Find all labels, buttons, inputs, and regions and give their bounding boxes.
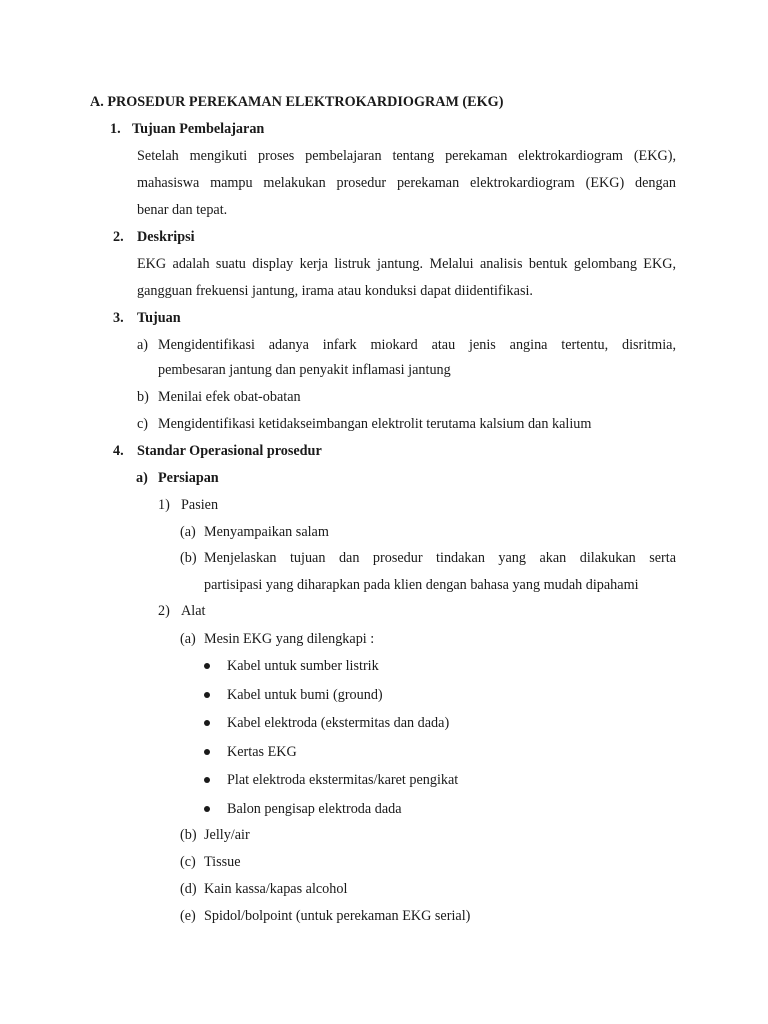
alat-item-c-marker: (c) bbox=[180, 854, 196, 870]
bullet-item-4: Kertas EKG bbox=[227, 744, 297, 760]
section-2-number: 2. bbox=[113, 229, 124, 245]
alat-item-d-text: Kain kassa/kapas alcohol bbox=[204, 881, 348, 897]
section-2-line-1: EKG adalah suatu display kerja listruk jantung. Melalui analisis bentuk gelombang EKG, bbox=[137, 256, 676, 272]
section-4-title: Standar Operasional prosedur bbox=[137, 443, 322, 459]
alat-marker: 2) bbox=[158, 603, 170, 619]
section-3-item-b-marker: b) bbox=[137, 389, 149, 405]
section-2-title: Deskripsi bbox=[137, 229, 195, 245]
bullet-dot-4 bbox=[204, 749, 210, 755]
section-1-line-1: Setelah mengikuti proses pembelajaran tentang perekaman elektrokardiogram (EKG), bbox=[137, 148, 676, 164]
section-3-item-b-text: Menilai efek obat-obatan bbox=[158, 389, 301, 405]
section-3-number: 3. bbox=[113, 310, 124, 326]
bullet-item-5: Plat elektroda ekstermitas/karet pengikat bbox=[227, 772, 459, 788]
persiapan-marker: a) bbox=[136, 470, 148, 486]
section-1-title: Tujuan Pembelajaran bbox=[132, 121, 265, 137]
alat-item-e-text: Spidol/bolpoint (untuk perekaman EKG serial) bbox=[204, 908, 471, 924]
alat-item-b-text: Jelly/air bbox=[204, 827, 250, 843]
bullet-item-3: Kabel elektroda (ekstermitas dan dada) bbox=[227, 715, 450, 731]
alat-item-c-text: Tissue bbox=[204, 854, 241, 870]
bullet-dot-1 bbox=[204, 663, 210, 669]
pasien-item-a-text: Menyampaikan salam bbox=[204, 524, 329, 540]
pasien-item-a-marker: (a) bbox=[180, 524, 196, 540]
bullet-dot-5 bbox=[204, 777, 210, 783]
section-3-item-c-marker: c) bbox=[137, 416, 149, 432]
section-4-number: 4. bbox=[113, 443, 124, 459]
persiapan-title: Persiapan bbox=[158, 470, 219, 486]
alat-item-d-marker: (d) bbox=[180, 881, 197, 897]
pasien-item-b-marker: (b) bbox=[180, 550, 197, 566]
bullet-item-2: Kabel untuk bumi (ground) bbox=[227, 687, 383, 703]
pasien-item-b-line-2: partisipasi yang diharapkan pada klien dengan bahasa yang mudah dipahami bbox=[204, 577, 639, 593]
bullet-item-6: Balon pengisap elektroda dada bbox=[227, 801, 402, 817]
section-2-line-2: gangguan frekuensi jantung, irama atau konduksi dapat diidentifikasi. bbox=[137, 283, 533, 299]
alat-item-a-text: Mesin EKG yang dilengkapi : bbox=[204, 631, 375, 647]
alat-item-b-marker: (b) bbox=[180, 827, 197, 843]
alat-item-e-marker: (e) bbox=[180, 908, 196, 924]
pasien-marker: 1) bbox=[158, 497, 170, 513]
document-heading: A. PROSEDUR PEREKAMAN ELEKTROKARDIOGRAM (EKG) bbox=[90, 94, 504, 110]
section-3-item-a-line-1: Mengidentifikasi adanya infark miokard atau jenis angina tertentu, disritmia, bbox=[158, 337, 676, 353]
bullet-dot-6 bbox=[204, 806, 210, 812]
bullet-item-1: Kabel untuk sumber listrik bbox=[227, 658, 379, 674]
pasien-title: Pasien bbox=[181, 497, 219, 513]
section-3-item-a-marker: a) bbox=[137, 337, 149, 353]
bullet-dot-3 bbox=[204, 720, 210, 726]
section-1-line-3: benar dan tepat. bbox=[137, 202, 228, 218]
section-3-item-c-text: Mengidentifikasi ketidakseimbangan elektrolit terutama kalsium dan kalium bbox=[158, 416, 592, 432]
alat-title: Alat bbox=[181, 603, 206, 619]
section-3-title: Tujuan bbox=[137, 310, 181, 326]
pasien-item-b-line-1: Menjelaskan tujuan dan prosedur tindakan yang akan dilakukan serta bbox=[204, 550, 676, 566]
section-1-line-2: mahasiswa mampu melakukan prosedur perekaman elektrokardiogram (EKG) dengan bbox=[137, 175, 676, 191]
section-3-item-a-line-2: pembesaran jantung dan penyakit inflamasi jantung bbox=[158, 362, 451, 378]
bullet-dot-2 bbox=[204, 692, 210, 698]
alat-item-a-marker: (a) bbox=[180, 631, 196, 647]
section-1-number: 1. bbox=[110, 121, 121, 137]
